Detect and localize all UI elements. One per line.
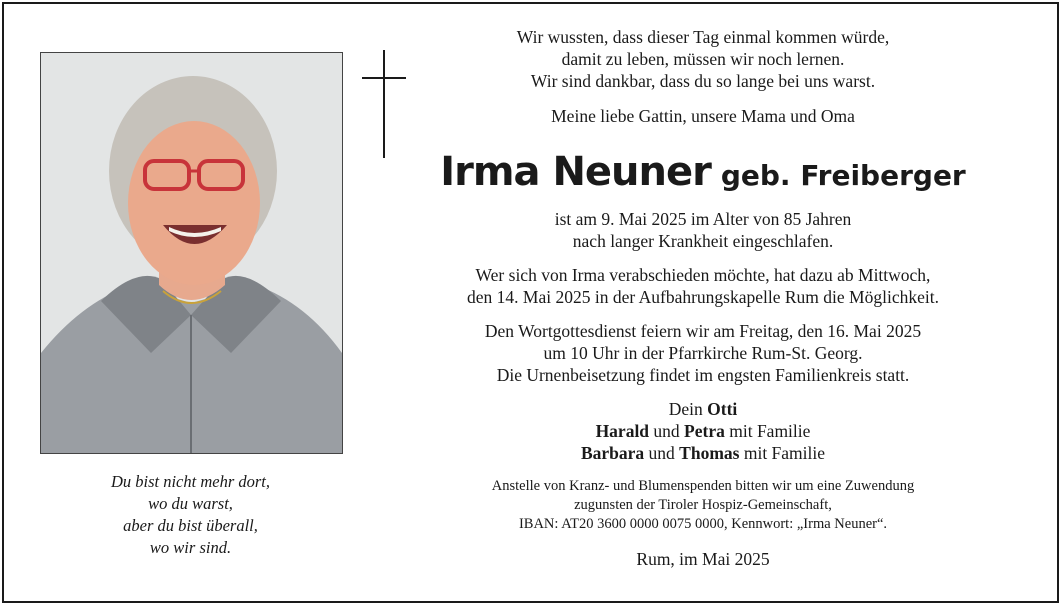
death-line: ist am 9. Mai 2025 im Alter von 85 Jahren xyxy=(554,209,852,229)
mourner-line xyxy=(404,442,1002,464)
mourner-name: Petra xyxy=(684,421,725,441)
name: Irma Neuner xyxy=(440,149,711,195)
mourner-name: Otti xyxy=(707,399,738,419)
top-poem xyxy=(404,26,1002,92)
obituary-notice xyxy=(2,2,1059,603)
mourner-line xyxy=(404,398,1002,420)
left-poem-line: Du bist nicht mehr dort, xyxy=(110,472,271,491)
donation-line: Anstelle von Kranz- und Blumenspenden bitten wir um eine Zuwendung xyxy=(491,478,915,494)
main-text xyxy=(404,26,1002,570)
mourner-name: Thomas xyxy=(679,443,740,463)
service-line: Die Urnenbeisetzung findet im engsten Familienkreis statt. xyxy=(496,365,910,385)
deceased-name xyxy=(404,145,1002,208)
death-line: nach langer Krankheit eingeschlafen. xyxy=(572,231,834,251)
left-poem-line: wo du warst, xyxy=(148,494,233,513)
viewing-info xyxy=(404,264,1002,308)
mourner-text: mit Familie xyxy=(729,421,811,441)
viewing-line: den 14. Mai 2025 in der Aufbahrungskapelle Rum die Möglichkeit. xyxy=(467,287,939,307)
donation-line: zugunsten der Tiroler Hospiz-Gemeinschaft, xyxy=(574,497,832,513)
mourner-text: mit Familie xyxy=(743,443,826,463)
service-line: Den Wortgottesdienst feiern wir am Freitag, den 16. Mai 2025 xyxy=(484,321,922,341)
mourner-text: Dein xyxy=(668,399,703,419)
service-info xyxy=(404,320,1002,386)
portrait-photo xyxy=(40,52,343,454)
death-notice xyxy=(404,208,1002,252)
maiden-name: geb. Freiberger xyxy=(720,159,966,192)
top-poem-line: Wir wussten, dass dieser Tag einmal kommen würde, xyxy=(516,27,890,47)
cross-icon xyxy=(360,48,408,160)
top-poem-line: damit zu leben, müssen wir noch lernen. xyxy=(561,49,845,69)
left-poem-line: aber du bist überall, xyxy=(123,516,258,535)
top-poem-line: Wir sind dankbar, dass du so lange bei uns warst. xyxy=(530,71,876,91)
mourner-line xyxy=(404,420,1002,442)
donation-info xyxy=(404,477,1002,534)
mourner-text: und xyxy=(653,421,680,441)
mourner-name: Harald xyxy=(595,421,650,441)
left-poem xyxy=(40,471,341,559)
place-date: Rum, im Mai 2025 xyxy=(636,549,770,569)
mourner-name: Barbara xyxy=(580,443,645,463)
intro-line: Meine liebe Gattin, unsere Mama und Oma xyxy=(551,106,855,126)
donation-line: IBAN: AT20 3600 0000 0075 0000, Kennwort: „Irma Neuner“. xyxy=(518,516,888,532)
mourners xyxy=(404,398,1002,464)
viewing-line: Wer sich von Irma verabschieden möchte, hat dazu ab Mittwoch, xyxy=(475,265,931,285)
left-poem-line: wo wir sind. xyxy=(149,538,232,557)
service-line: um 10 Uhr in der Pfarrkirche Rum-St. Georg. xyxy=(543,343,863,363)
mourner-text: und xyxy=(648,443,675,463)
